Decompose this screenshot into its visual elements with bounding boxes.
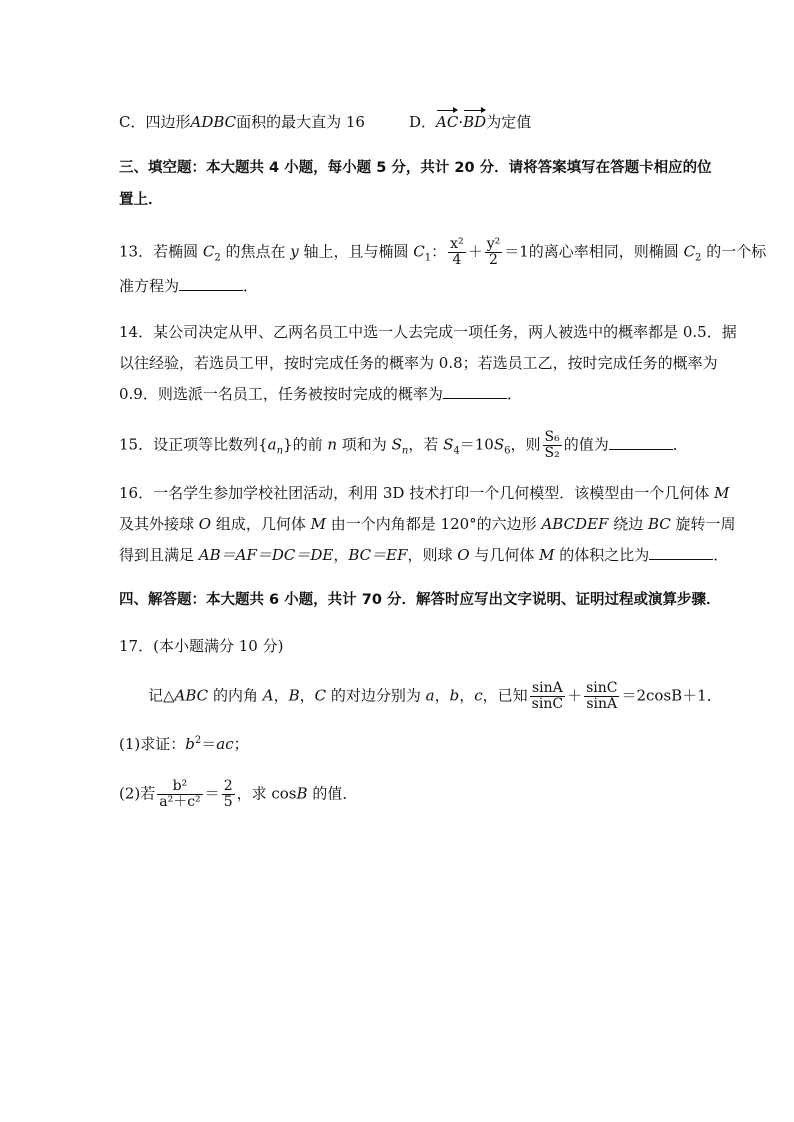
fraction-sinc-over-sina: $\frac{\sin C}{\sin A}$ — [586, 680, 618, 712]
question-17-statement: 记△ABC 的内角 A，B，C 的对边分别为 a，b，c，已知 $\frac{\sin A}{\sin C}$ ＋ $\frac{\sin C}{\sin A}$ ＝2cosB＋1． — [148, 680, 722, 712]
question-14-line1: 14．某公司决定从甲、乙两名员工中选一人去完成一项任务，两人被选中的概率都是 0.5．据 — [119, 323, 737, 341]
question-14-line2: 以往经验，若选员工甲，按时完成任务的概率为 0.8；若选员工乙，按时完成任务的概率为 — [119, 354, 718, 372]
fraction-b2-over-a2-plus-c2: $\frac{\text{b²}}{\text{a²＋c²}}$ — [159, 778, 201, 810]
question-14-line3: 0.9．则选派一名员工，任务被按时完成的概率为 ． — [119, 385, 522, 403]
question-15: 15．设正项等比数列$\{a_n\}$的前 n 项和为 $S_n$，若 $S_4=10S_6$，则 $\frac{\text{S₆}}{\text{S₂}}$ 的值为 ． — [119, 429, 688, 461]
vector-ac: AC — [436, 113, 459, 131]
fraction-y2-over-2: $\frac{\text{y²}}{2}$ — [486, 236, 501, 268]
section-4-heading: 四、解答题：本大题共 6 小题，共计 70 分．解答时应写出文字说明、证明过程或演算步骤． — [119, 592, 721, 608]
question-13-line2: 准方程为 ． — [119, 277, 259, 295]
answer-blank-15 — [609, 435, 673, 450]
answer-blank-13 — [179, 276, 243, 291]
question-13-line1: 13．若椭圆 $C_2$ 的焦点在 y 轴上，且与椭圆 $C_1$： $\frac{\text{x²}}{4}$ ＋ $\frac{\text{y²}}{2}$ ＝1的离心率相同，则椭圆 $C_2$ 的一个标 — [119, 236, 767, 268]
question-16-line2: 及其外接球 O 组成，几何体 M 由一个内角都是 120°的六边形 ABCDEF 绕边 BC 旋转一周 — [119, 515, 736, 533]
vector-bd: BD — [463, 113, 487, 131]
section-3-heading-line2: 置上． — [119, 192, 163, 208]
question-16-line1: 16．一名学生参加学校社团活动，利用 3D 技术打印一个几何模型．该模型由一个几何体 M — [119, 484, 730, 502]
section-3-heading-line1: 三、填空题：本大题共 4 小题，每小题 5 分，共计 20 分．请将答案填写在答题卡相应的位 — [119, 160, 712, 176]
fraction-sina-over-sinc: $\frac{\sin A}{\sin C}$ — [531, 680, 564, 712]
question-17-part-2: (2)若 $\frac{\text{b²}}{\text{a²＋c²}}$ ＝ $\frac{2}{5}$ ，求 cosB 的值． — [119, 778, 358, 810]
question-17-part-1: (1)求证：$b^2=ac$； — [119, 735, 249, 753]
answer-blank-16 — [649, 545, 713, 560]
fraction-x2-over-4: $\frac{\text{x²}}{4}$ — [450, 236, 464, 268]
question-16-line3: 得到且满足 AB＝AF＝DC＝DE，BC＝EF，则球 O 与几何体 M 的体积之比为 ． — [119, 546, 729, 564]
fraction-s6-over-s2: $\frac{\text{S₆}}{\text{S₂}}$ — [544, 429, 560, 461]
question-17-header: 17．(本小题满分 10 分) — [119, 637, 284, 655]
option-d: D．AC·BD为定值 — [409, 113, 532, 131]
answer-blank-14 — [443, 384, 507, 399]
option-c: C．四边形ADBC面积的最大直为 16 — [119, 113, 365, 131]
fraction-2-over-5: $\frac{2}{5}$ — [223, 778, 233, 810]
